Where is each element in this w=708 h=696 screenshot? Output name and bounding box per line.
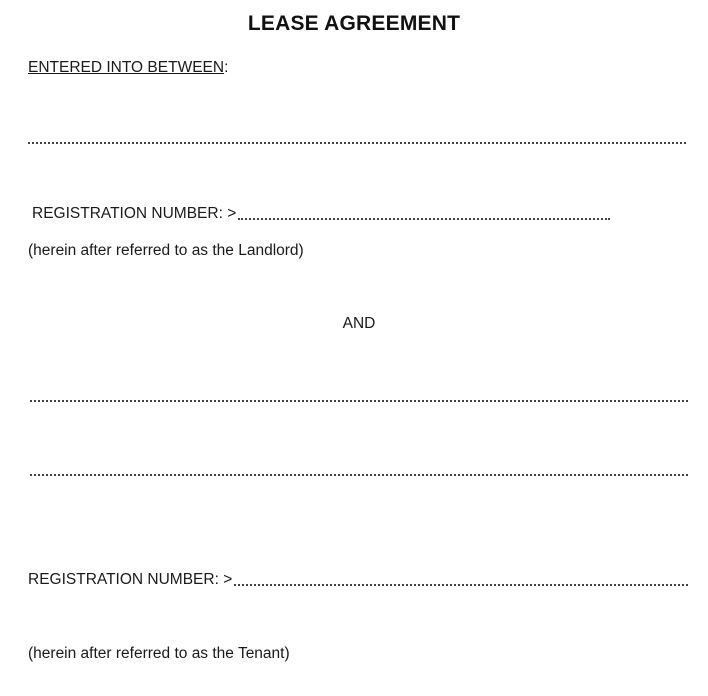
tenant-registration-blank-line[interactable]	[234, 584, 688, 586]
tenant-referred-text: (herein after referred to as the Tenant)	[28, 645, 290, 662]
landlord-registration-blank-line[interactable]	[238, 218, 610, 220]
entered-into-between-colon: :	[224, 59, 229, 76]
landlord-registration-row	[32, 204, 610, 224]
tenant-registration-row	[28, 570, 688, 590]
landlord-name-blank-line[interactable]	[28, 142, 686, 144]
tenant-name-blank-line-1[interactable]	[30, 400, 688, 402]
landlord-referred-text: (herein after referred to as the Landlord)	[28, 242, 304, 259]
entered-into-between-label: ENTERED INTO BETWEEN	[28, 59, 225, 76]
tenant-name-blank-line-2[interactable]	[30, 474, 688, 476]
entered-into-between-heading	[28, 58, 228, 78]
landlord-registration-label: REGISTRATION NUMBER: >	[32, 205, 237, 222]
document-title: LEASE AGREEMENT	[247, 12, 461, 35]
and-separator: AND	[342, 315, 376, 332]
tenant-registration-label: REGISTRATION NUMBER: >	[28, 571, 233, 588]
